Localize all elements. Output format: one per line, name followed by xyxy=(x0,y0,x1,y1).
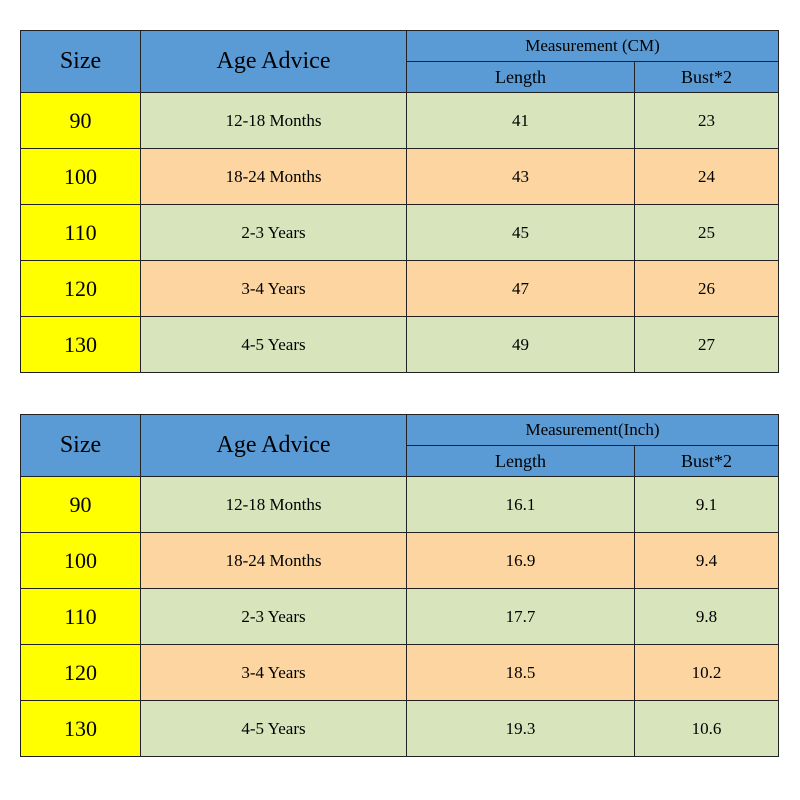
size-cell: 110 xyxy=(21,205,141,261)
age-cell: 2-3 Years xyxy=(141,205,407,261)
age-cell: 2-3 Years xyxy=(141,589,407,645)
header-measurement: Measurement(Inch) xyxy=(407,415,779,446)
size-cell: 130 xyxy=(21,317,141,373)
length-cell: 16.9 xyxy=(407,533,635,589)
bust-cell: 26 xyxy=(635,261,779,317)
bust-cell: 10.2 xyxy=(635,645,779,701)
header-age-advice: Age Advice xyxy=(141,415,407,477)
length-cell: 43 xyxy=(407,149,635,205)
age-cell: 18-24 Months xyxy=(141,149,407,205)
table-row xyxy=(21,149,779,205)
age-cell: 3-4 Years xyxy=(141,645,407,701)
age-cell: 12-18 Months xyxy=(141,93,407,149)
age-cell: 3-4 Years xyxy=(141,261,407,317)
header-measurement: Measurement (CM) xyxy=(407,31,779,62)
age-cell: 4-5 Years xyxy=(141,701,407,757)
length-cell: 45 xyxy=(407,205,635,261)
length-cell: 47 xyxy=(407,261,635,317)
table-row xyxy=(21,645,779,701)
size-chart-cm-table xyxy=(20,30,779,373)
header-bust: Bust*2 xyxy=(635,446,779,477)
length-cell: 16.1 xyxy=(407,477,635,533)
header-size: Size xyxy=(21,415,141,477)
length-cell: 17.7 xyxy=(407,589,635,645)
size-cell: 110 xyxy=(21,589,141,645)
table-row xyxy=(21,533,779,589)
table-row xyxy=(21,93,779,149)
table-row xyxy=(21,477,779,533)
size-cell: 100 xyxy=(21,149,141,205)
table-row xyxy=(21,261,779,317)
bust-cell: 24 xyxy=(635,149,779,205)
age-cell: 12-18 Months xyxy=(141,477,407,533)
bust-cell: 9.4 xyxy=(635,533,779,589)
bust-cell: 9.1 xyxy=(635,477,779,533)
size-cell: 120 xyxy=(21,645,141,701)
bust-cell: 10.6 xyxy=(635,701,779,757)
length-cell: 41 xyxy=(407,93,635,149)
bust-cell: 23 xyxy=(635,93,779,149)
size-cell: 90 xyxy=(21,477,141,533)
header-bust: Bust*2 xyxy=(635,62,779,93)
age-cell: 4-5 Years xyxy=(141,317,407,373)
table-row xyxy=(21,205,779,261)
table-row xyxy=(21,701,779,757)
size-chart-inch-table xyxy=(20,414,779,757)
size-cell: 130 xyxy=(21,701,141,757)
length-cell: 18.5 xyxy=(407,645,635,701)
header-length: Length xyxy=(407,446,635,477)
bust-cell: 27 xyxy=(635,317,779,373)
size-cell: 100 xyxy=(21,533,141,589)
size-cell: 90 xyxy=(21,93,141,149)
table-row xyxy=(21,589,779,645)
header-age-advice: Age Advice xyxy=(141,31,407,93)
bust-cell: 9.8 xyxy=(635,589,779,645)
table-row xyxy=(21,317,779,373)
header-length: Length xyxy=(407,62,635,93)
size-cell: 120 xyxy=(21,261,141,317)
length-cell: 49 xyxy=(407,317,635,373)
length-cell: 19.3 xyxy=(407,701,635,757)
bust-cell: 25 xyxy=(635,205,779,261)
header-size: Size xyxy=(21,31,141,93)
age-cell: 18-24 Months xyxy=(141,533,407,589)
